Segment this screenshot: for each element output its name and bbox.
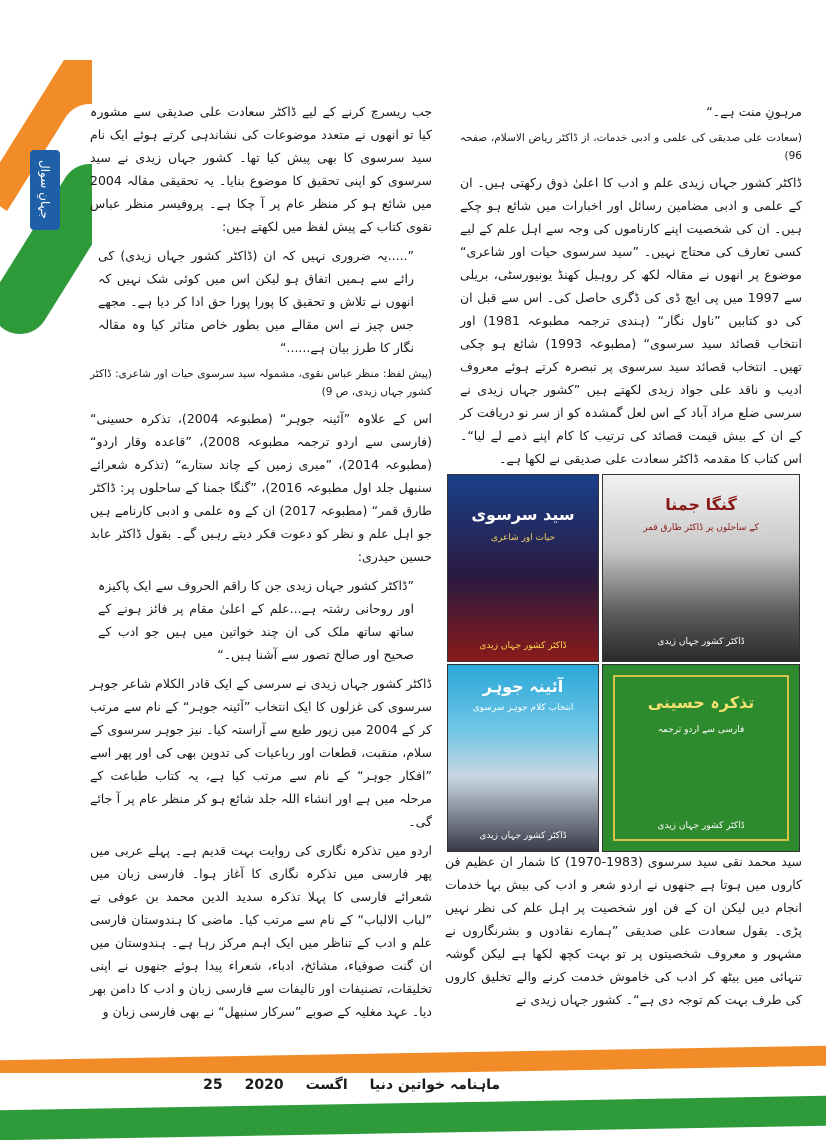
paragraph: اردو میں تذکرہ نگاری کی روایت بہت قدیم ہے۔ پہلے عربی میں پھر فارسی میں تذکرہ نگاری کا آغاز ہوا۔ فارسی زبان میں شعرائے فارسی کا پہلا تذکرہ سدید الدین محمد بن عوفی نے ”لباب الالباب“ کے نام سے مرتب کیا۔ ماضی کا ہندوستان فارسی علم و ادب کے تناظر میں ایک اہم مرکز رہا ہے۔ ہندوستان میں ان گنت صوفیاء، مشائخ، ادباء، شعراء پیدا ہوئے جنھوں نے اپنی تخلیقات، تصنیفات اور تالیفات سے فارسی زبان و ادب کا دامن بھر دیا۔ عہد مغلیہ کے صوبے ”سرکار سنبھل“ نے بھی فارسی زبان و (90, 843, 432, 1019)
paragraph: جب ریسرچ کرنے کے لیے ڈاکٹر سعادت علی صدیقی سے مشورہ کیا تو انھوں نے متعدد موضوعات کی نشاندہی کرتے ہوئے ایک نام سید سرسوی کا بھی پیش کیا تھا۔ کشور جہاں زیدی نے سید سرسوی کو اپنی تحقیق کا موضوع بنایا۔ یہ تحقیقی مقالہ 2004 میں شائع ہو کر منظر عام پر آ چکا ہے۔ پروفیسر منظر عباس نقوی کتاب کے پیش لفظ میں لکھتے ہیں: (90, 104, 432, 234)
paragraph: سید محمد نقی سید سرسوی (1983-1970) کا شمار ان عظیم فن کاروں میں ہوتا ہے جنھوں نے اردو شعر و ادب کی بیش بہا خدمات انجام دیں لیکن ان کے فن اور شخصیت پر اہل علم کی نظر نہیں پڑی۔ بقول سعادت علی صدیقی ”ہمارے نقادوں و بشرنگاروں نے مشہور و معروف شخصیتوں پر تو بہت کچھ لکھا ہے لیکن گوشہ تنہائی میں بیٹھ کر ادب کی خاموش خدمت کرنے والے تخلیق کاروں کی طرف بہت کم توجہ دی ہے“۔ کشور جہاں زیدی نے (445, 854, 803, 1007)
footer-text (100, 1077, 500, 1093)
book-author: ڈاکٹر کشور جہاں زیدی (479, 641, 567, 651)
book-title: سید سرسوی (471, 505, 575, 524)
issue-year: 2020 (244, 1077, 284, 1093)
paragraph: ڈاکٹر کشور جہاں زیدی نے سرسی کے ایک قادر الکلام شاعر جوہر سرسوی کی غزلوں کا ایک انتخاب ”آئینہ جوہر“ کے نام سے مرتب کر کے 2004 میں زیور طبع سے آراستہ کیا۔ نیز جوہر سرسوی کے سلام، منقبت، قطعات اور رباعیات کی تدوین بھی کی اور پھر اسے ”افکار جوہر“ کے نام سے مرتب کیا ہے، یہ کتاب طباعت کے مرحلہ میں ہے اور انشاء اللہ جلد شائع ہو کر منظر عام پر آ جائے گی۔ (90, 676, 432, 829)
book-cover-sayyid-sarsavi (447, 474, 599, 662)
right-column (460, 100, 802, 476)
book-subtitle: انتخاب کلام جوہر سرسوی (472, 703, 574, 713)
footer (0, 1023, 826, 1133)
paragraph: ڈاکٹر کشور جہاں زیدی علم و ادب کا اعلیٰ ذوق رکھتی ہیں۔ ان کے علمی و ادبی مضامین رسائل اور اخبارات میں شائع ہو چکے ہیں۔ ان کی شخصیت اپنے کارناموں کی وجہ سے اہل علم کے لیے کسی تعارف کی محتاج نہیں۔ ”سید سرسوی حیات اور شاعری“ موضوع پر انھوں نے مقالہ لکھ کر روہیل کھنڈ یونیورسٹی، بریلی سے 1997 میں پی ایچ ڈی کی ڈگری حاصل کی۔ اس سے قبل ان کی دو کتابیں ”ناول نگار“ (ہندی ترجمہ مطبوعہ 1981) اور انتخاب قصائد سید سرسوی“ (مطبوعہ 1993) شائع ہو چکی تھیں۔ انتخاب قصائد سید سرسوی پر تبصرہ کرتے ہوئے معروف ادیب و ناقد علی جواد زیدی لکھتے ہیں ”کشور جہاں زیدی نے سرسی ضلع مراد آباد کے اس لعل گمشدہ کو از سر نو دریافت کر کے ان کے بیش قیمت قصائد کی ترتیب کا کام اپنے ذمے لے لیا“۔ اس کتاب کا مقدمہ ڈاکٹر سعادت علی صدیقی نے لکھا ہے۔ (460, 175, 803, 466)
reference: (سعادت علی صدیقی کی علمی و ادبی خدمات، از ڈاکٹر ریاض الاسلام، صفحہ 96) (460, 132, 802, 162)
book-title: آئینہ جوہر (482, 677, 564, 696)
page-number: 25 (203, 1077, 223, 1093)
intro-line: مرہونِ منت ہے۔“ (706, 104, 802, 119)
book-title: گنگا جمنا (665, 495, 737, 514)
book-subtitle: فارسی سے اردو ترجمہ (657, 725, 745, 735)
left-column (90, 100, 432, 1029)
book-cover-aaina-jauhar (447, 664, 599, 852)
book-cover-ganga-jamna (602, 474, 800, 662)
magazine-name: ماہنامہ خواتین دنیا (369, 1077, 500, 1093)
book-subtitle: حیات اور شاعری (490, 533, 556, 543)
reference: (پیش لفظ: منظر عباس نقوی، مشمولہ سید سرسوی حیات اور شاعری: ڈاکٹر کشور جہاں زیدی، ص 9) (90, 368, 432, 398)
book-author: ڈاکٹر کشور جہاں زیدی (657, 821, 745, 831)
paragraph: اس کے علاوہ ”آئینہ جوہر“ (مطبوعہ 2004)، تذکرہ حسینی“ (فارسی سے اردو ترجمہ مطبوعہ 2008)، ”قاعدہ وقار اردو“ (مطبوعہ 2014)، ”میری زمیں کے چاند ستارے“ (تذکرہ شعرائے سنبھل جلد اول مطبوعہ 2016)، ”گنگا جمنا کے ساحلوں پر: ڈاکٹر طارق قمر“ (مطبوعہ 2017) ان کے وہ علمی و ادبی کارنامے ہیں جو اہل علم و نظر کو دعوت فکر دیتے رہیں گے۔ بقول ڈاکٹر عابد حسین حیدری: (90, 411, 433, 564)
book-subtitle: کے ساحلوں پر ڈاکٹر طارق قمر (643, 523, 759, 533)
below-images-text (445, 850, 802, 1017)
side-tab: جہانِ سوال (30, 150, 60, 230)
book-author: ڈاکٹر کشور جہاں زیدی (479, 831, 567, 841)
quote: ”.....یہ ضروری نہیں کہ ان (ڈاکٹر کشور جہاں زیدی) کی رائے سے ہمیں اتفاق ہو لیکن اس میں کوئی شک نہیں کہ انھوں نے تلاش و تحقیق کا پورا پورا حق ادا کر دیا ہے۔ مجھے جس چیز نے اس مقالے میں بطور خاص متاثر کیا وہ مقالہ نگار کا طرز بیان ہے......“ (98, 248, 414, 355)
quote: ”ڈاکٹر کشور جہاں زیدی جن کا راقم الحروف سے ایک پاکیزہ اور روحانی رشتہ ہے...علم کے اعلیٰ مقام پر فائز ہونے کے ساتھ ساتھ ملک کی ان چند خواتین میں ہیں جو ادب کے صحیح اور صالح تصور سے آشنا ہیں۔“ (98, 578, 414, 662)
issue-month: اگست (305, 1077, 348, 1093)
book-title: تذکرہ حسینی (647, 693, 755, 712)
book-author: ڈاکٹر کشور جہاں زیدی (657, 637, 745, 647)
book-cover-tazkira-husaini (602, 664, 800, 852)
